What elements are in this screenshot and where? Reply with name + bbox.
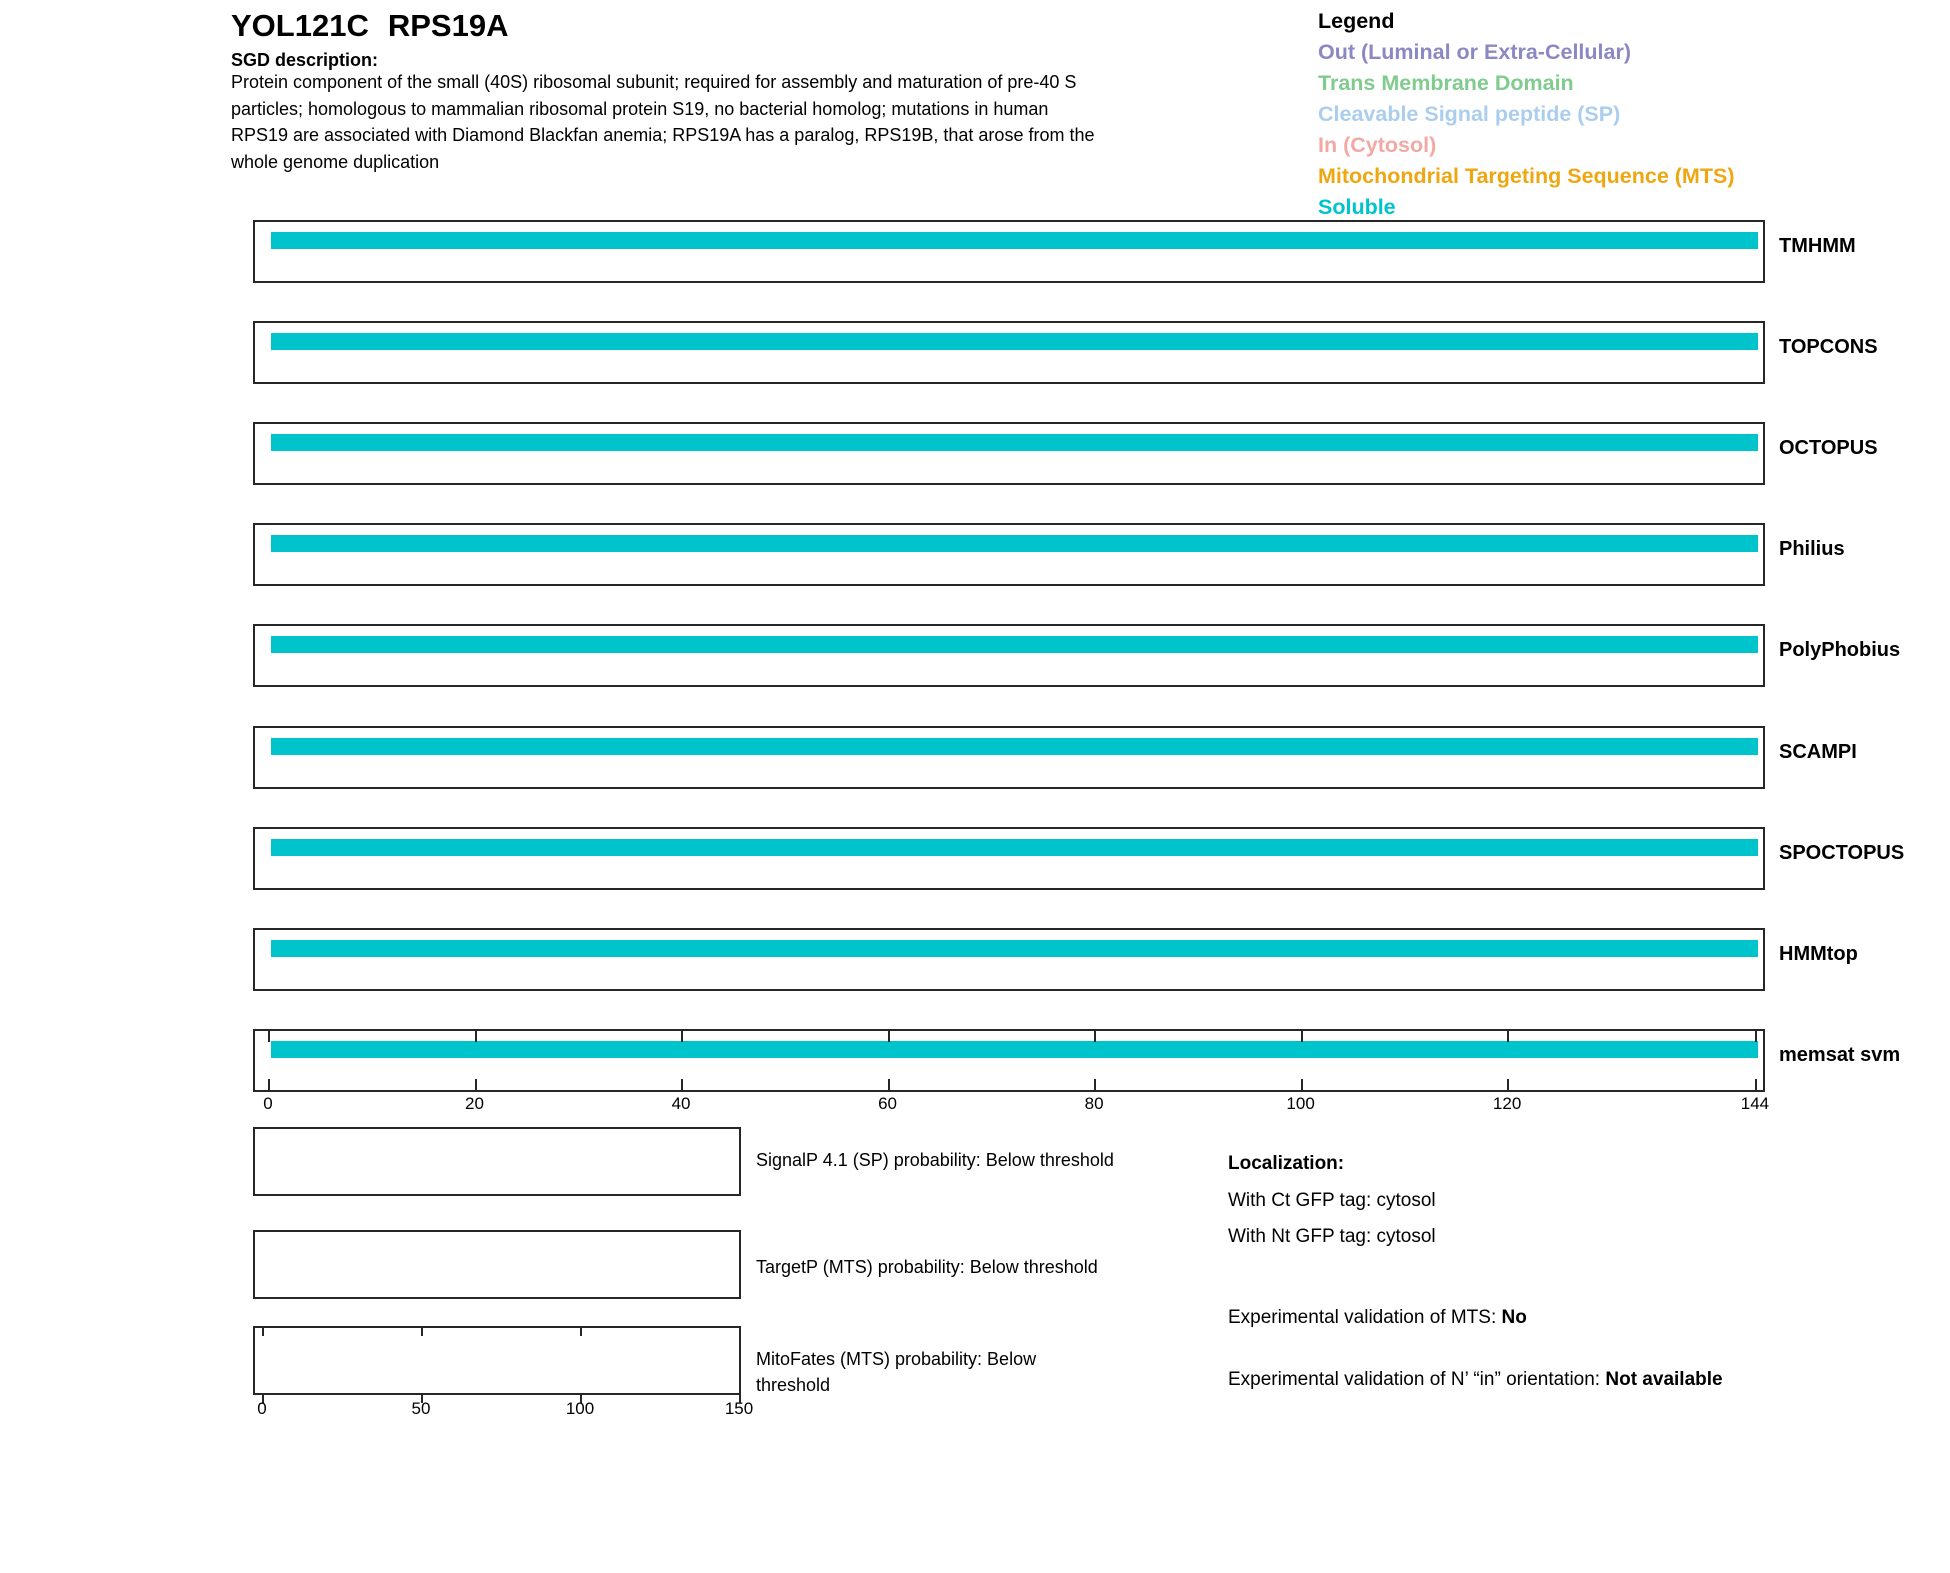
- soluble-segment-bar: [271, 232, 1758, 249]
- axis-tick: [681, 1079, 683, 1090]
- track-box-tmhmm: [253, 220, 1765, 283]
- axis-tick: [1755, 1079, 1757, 1090]
- plot-axis-tick-label: 0: [257, 1399, 267, 1418]
- localization-lines: [1228, 1183, 1436, 1256]
- track-label-octopus: OCTOPUS: [1779, 437, 1878, 459]
- axis-tick: [1301, 1031, 1303, 1042]
- axis-tick: [1301, 1079, 1303, 1090]
- track-box-octopus: [253, 422, 1765, 485]
- track-box-scampi: [253, 726, 1765, 789]
- axis-tick: [888, 1079, 890, 1090]
- track-label-topcons: TOPCONS: [1779, 336, 1878, 358]
- mts-validation: [1228, 1307, 1527, 1329]
- plot-axis-tick: [580, 1328, 582, 1336]
- axis-tick: [1094, 1079, 1096, 1090]
- legend-item-trans: Trans Membrane Domain: [1318, 71, 1574, 95]
- localization-line: With Ct GFP tag: cytosol: [1228, 1189, 1436, 1211]
- soluble-segment-bar: [271, 333, 1758, 350]
- track-label-philius: Philius: [1779, 538, 1845, 560]
- sgd-description-heading: SGD description:: [231, 50, 379, 70]
- track-box-hmmtop: [253, 928, 1765, 991]
- legend-item-soluble: Soluble: [1318, 195, 1396, 219]
- plot-label-mitofates: [756, 1346, 1036, 1398]
- axis-tick: [475, 1079, 477, 1090]
- plot-axis-tick: [739, 1328, 741, 1336]
- plot-label-line: SignalP 4.1 (SP) probability: Below threshold: [756, 1150, 1114, 1170]
- localization-section: [1228, 1146, 1436, 1256]
- plot-box-signalp: [253, 1127, 741, 1196]
- plot-axis-tick: [421, 1328, 423, 1336]
- localization-line: With Nt GFP tag: cytosol: [1228, 1226, 1436, 1247]
- axis-tick: [268, 1031, 270, 1042]
- legend-item-out: Out (Luminal or Extra-Cellular): [1318, 40, 1631, 64]
- mts-validation-label: Experimental validation of MTS:: [1228, 1307, 1497, 1328]
- axis-tick-label: 40: [671, 1094, 691, 1113]
- plot-box-targetp: [253, 1230, 741, 1299]
- gene-name: RPS19A: [387, 8, 509, 43]
- plot-box-mitofates: [253, 1326, 741, 1395]
- track-box-spoctopus: [253, 827, 1765, 890]
- plot-axis-tick-label: 50: [411, 1399, 431, 1418]
- sgd-description-line: particles; homologous to mammalian ribosomal protein S19, no bacterial homolog; mutations in human: [231, 98, 1049, 119]
- axis-tick: [268, 1079, 270, 1090]
- soluble-segment-bar: [271, 940, 1758, 957]
- soluble-segment-bar: [271, 738, 1758, 755]
- legend-item-cleavable: Cleavable Signal peptide (SP): [1318, 102, 1621, 126]
- axis-tick-label: 60: [878, 1094, 898, 1113]
- axis-tick: [475, 1031, 477, 1042]
- sgd-description-line: whole genome duplication: [231, 151, 440, 172]
- axis-tick: [1094, 1031, 1096, 1042]
- plot-label-signalp: [756, 1147, 1114, 1173]
- orientation-validation: [1228, 1366, 1773, 1393]
- track-box-polyphobius: [253, 624, 1765, 687]
- orientation-validation-value: Not available: [1605, 1369, 1723, 1390]
- plot-axis-tick: [262, 1328, 264, 1336]
- localization-title: Localization:: [1228, 1153, 1345, 1174]
- plot-axis-tick-label: 100: [565, 1399, 595, 1418]
- track-label-tmhmm: TMHMM: [1779, 235, 1856, 257]
- axis-tick-label: 80: [1084, 1094, 1104, 1113]
- sgd-description-text: [231, 69, 1094, 175]
- plot-label-targetp: [756, 1254, 1098, 1280]
- axis-tick: [1507, 1031, 1509, 1042]
- axis-tick-label: 100: [1286, 1094, 1315, 1113]
- track-label-memsat-svm: memsat svm: [1779, 1044, 1901, 1066]
- sgd-description-line: RPS19 are associated with Diamond Blackfan anemia; RPS19A has a paralog, RPS19B, that arose from the: [231, 125, 1095, 145]
- track-label-hmmtop: HMMtop: [1779, 943, 1858, 965]
- axis-tick: [888, 1031, 890, 1042]
- soluble-segment-bar: [271, 636, 1758, 653]
- track-box-memsat-svm: [253, 1029, 1765, 1092]
- axis-tick: [1755, 1031, 1757, 1042]
- soluble-segment-bar: [271, 434, 1758, 451]
- plot-label-line: threshold: [756, 1375, 831, 1395]
- page-title: [231, 8, 508, 44]
- legend-items: [1318, 37, 1734, 223]
- track-box-philius: [253, 523, 1765, 586]
- orientation-validation-label: Experimental validation of N’ “in” orientation:: [1228, 1369, 1601, 1390]
- legend-item-in: In (Cytosol): [1318, 133, 1437, 157]
- plot-axis-tick-label: 150: [724, 1399, 754, 1418]
- axis-tick: [1507, 1079, 1509, 1090]
- axis-tick-label: 20: [465, 1094, 484, 1113]
- soluble-segment-bar: [271, 839, 1758, 856]
- orf-name: YOL121C: [231, 8, 369, 43]
- axis-tick: [681, 1031, 683, 1042]
- track-label-scampi: SCAMPI: [1779, 741, 1857, 763]
- axis-tick-label: 120: [1492, 1094, 1522, 1113]
- soluble-segment-bar: [271, 1041, 1758, 1058]
- track-label-spoctopus: SPOCTOPUS: [1779, 842, 1905, 864]
- axis-tick-label: 0: [263, 1094, 273, 1113]
- legend: [1318, 6, 1734, 223]
- axis-tick-label: 144: [1740, 1094, 1770, 1113]
- legend-title: Legend: [1318, 9, 1395, 33]
- mts-validation-value: No: [1501, 1307, 1527, 1328]
- soluble-segment-bar: [271, 535, 1758, 552]
- track-box-topcons: [253, 321, 1765, 384]
- legend-item-mitochondrial: Mitochondrial Targeting Sequence (MTS): [1318, 164, 1735, 188]
- plot-label-line: TargetP (MTS) probability: Below threshold: [756, 1257, 1098, 1277]
- track-label-polyphobius: PolyPhobius: [1779, 639, 1901, 661]
- sgd-description-line: Protein component of the small (40S) ribosomal subunit; required for assembly and maturation of pre-40 S: [231, 72, 1077, 92]
- plot-label-line: MitoFates (MTS) probability: Below: [756, 1349, 1037, 1369]
